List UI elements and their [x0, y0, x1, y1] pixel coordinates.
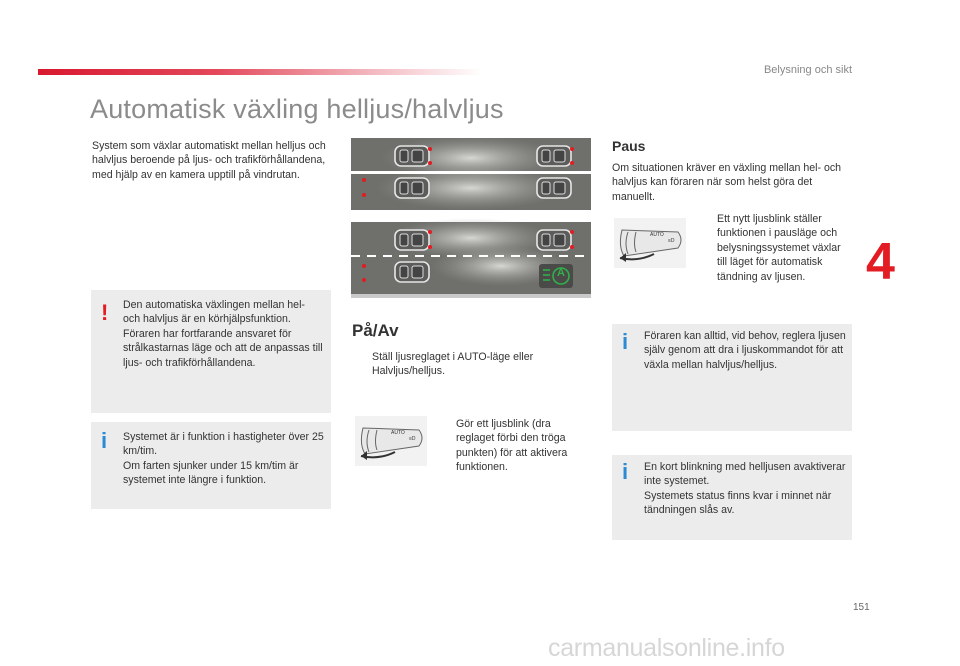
stalk-symbol-label: ≡D — [668, 238, 675, 244]
info-icon: i — [622, 329, 629, 354]
light-stalk-image-1 — [355, 416, 427, 466]
info-box-flash — [612, 455, 852, 540]
info-manual-text: Föraren kan alltid, vid behov, reglera ljusen själv genom att dra i ljuskommandot för att växla mellan halvljus/helljus. — [644, 330, 846, 371]
auto-beam-badge: A — [557, 267, 565, 279]
info-speed-line-1: Systemet är i funktion i hastigheter över 25 km/tim. — [123, 431, 324, 458]
onoff-bullet-2: Gör ett ljusblink (dra reglaget förbi den tröga punkten) för att aktivera funktionen. — [456, 418, 568, 474]
pause-intro: Om situationen kräver en växling mellan hel- och halvljus kan föraren när som helst göra det manuellt. — [612, 162, 842, 203]
stalk-auto-label: AUTO — [650, 232, 664, 238]
onoff-heading: På/Av — [352, 321, 399, 340]
warning-icon: ! — [101, 300, 109, 325]
light-stalk-image-2 — [614, 218, 686, 268]
onoff-bullet-1: Ställ ljusreglaget i AUTO-läge eller Halvljus/helljus. — [372, 351, 534, 378]
watermark: carmanualsonline.info — [548, 634, 785, 662]
chapter-number: 4 — [866, 233, 895, 291]
stalk-symbol-label: ≡D — [409, 436, 416, 442]
info-icon: i — [101, 428, 108, 453]
traffic-scene-image — [351, 138, 591, 298]
road-illustration — [351, 138, 591, 298]
header-accent-bar — [38, 69, 483, 75]
page-number: 151 — [853, 602, 870, 613]
pause-bullet: Ett nytt ljusblink ställer funktionen i pausläge och belysningssystemet växlar till läget för automatisk tändning av ljusen. — [717, 213, 841, 283]
section-label: Belysning och sikt — [763, 64, 852, 76]
info-box-speed — [91, 422, 331, 509]
info-icon: i — [622, 459, 629, 484]
pause-heading: Paus — [612, 138, 646, 154]
page-title: Automatisk växling helljus/halvljus — [90, 94, 504, 124]
info-flash-line-2: Systemets status finns kvar i minnet när tändningen slås av. — [644, 489, 832, 517]
stalk-auto-label: AUTO — [391, 430, 405, 436]
warning-text: Den automatiska växlingen mellan hel- och halvljus är en körhjälpsfunktion. Föraren har fortfarande ansvaret för strålkastarnas läge och att de anpassas till ljus- och trafikförhållandena. — [123, 299, 323, 369]
info-box-manual — [612, 324, 852, 431]
info-flash-line-1: En kort blinkning med helljusen avaktiverar inte systemet. — [644, 461, 846, 488]
warning-box — [91, 290, 331, 413]
info-speed-line-2: Om farten sjunker under 15 km/tim är systemet inte längre i funktion. — [123, 459, 299, 487]
intro-text: System som växlar automatiskt mellan helljus och halvljus beroende på ljus- och trafikförhållandena, med hjälp av en kamera upptill på vindrutan. — [92, 140, 326, 181]
